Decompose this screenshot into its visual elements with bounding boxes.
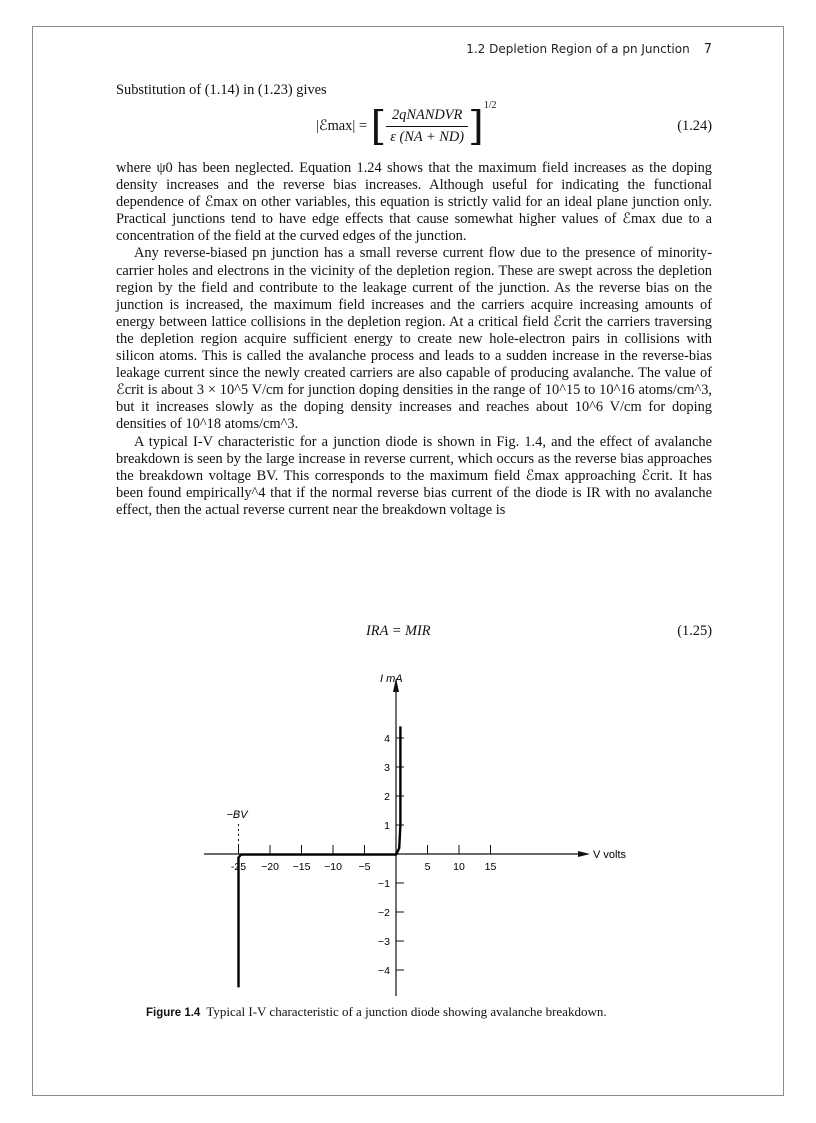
right-bracket: ] bbox=[468, 103, 484, 150]
x-tick-label: 10 bbox=[453, 861, 465, 873]
y-tick-label: −4 bbox=[378, 965, 390, 977]
paragraph-3: A typical I-V characteristic for a junction diode is shown in Fig. 1.4, and the effect of avalanche breakdown is seen by the large increase in reverse current, which occurs as the reverse bias approaches the breakdown voltage BV. This corresponds to the maximum field ℰmax approaching ℰcrit. It has been found empirically^4 that if the normal reverse bias current of the diode is IR with no avalanche effect, then the actual reverse current near the breakdown voltage is bbox=[116, 433, 712, 518]
exponent: 1/2 bbox=[483, 100, 497, 111]
equation-1-24 bbox=[116, 100, 712, 150]
denominator: ε (NA + ND) bbox=[390, 129, 465, 146]
x-tick-label: 15 bbox=[484, 861, 497, 873]
y-tick-label: −3 bbox=[378, 936, 390, 948]
x-tick-label: −10 bbox=[324, 861, 342, 873]
x-tick-label: −20 bbox=[261, 861, 279, 873]
y-tick-label: −2 bbox=[378, 907, 390, 919]
y-tick-label: 1 bbox=[384, 820, 390, 832]
paragraph-1: where ψ0 has been neglected. Equation 1.24 shows that the maximum field increases as the doping density increases and the reverse bias increases. Although useful for indicating the functional dependence of ℰmax on other variables, this equation is strictly valid for an ideal plane junction only. Practical junctions tend to have edge effects that cause somewhat higher values of ℰmax due to a concentration of the field at the curved edges of the junction. bbox=[116, 160, 712, 245]
x-axis-label: V volts bbox=[593, 849, 627, 861]
x-tick-label: -25 bbox=[230, 861, 247, 873]
running-header bbox=[116, 42, 712, 57]
caption-text: Typical I-V characteristic of a junction diode showing avalanche breakdown. bbox=[206, 1004, 607, 1019]
y-tick-label: −1 bbox=[378, 878, 390, 890]
left-bracket: [ bbox=[370, 103, 387, 150]
section-title: 1.2 Depletion Region of a pn Junction bbox=[466, 42, 690, 56]
intro-line bbox=[116, 82, 712, 99]
equation-1-25-body: IRA = MIR bbox=[366, 623, 431, 639]
iv-characteristic-chart bbox=[190, 670, 630, 1000]
equation-number-1-24: (1.24) bbox=[677, 118, 712, 134]
figure-caption bbox=[146, 1004, 746, 1020]
x-tick-label: −5 bbox=[358, 861, 371, 873]
breakdown-voltage-label: −BV bbox=[226, 809, 248, 821]
x-axis-arrow bbox=[578, 851, 590, 857]
numerator: 2qNANDVR bbox=[386, 107, 468, 127]
equation-1-24-body bbox=[316, 100, 497, 150]
y-tick-label: 4 bbox=[384, 733, 390, 745]
y-tick-label: 2 bbox=[384, 791, 390, 803]
x-tick-label: −15 bbox=[292, 861, 311, 873]
iv-curve bbox=[239, 726, 401, 987]
body-text bbox=[116, 160, 712, 519]
fraction bbox=[386, 107, 468, 146]
eq-lhs: |ℰmax| = bbox=[316, 118, 367, 135]
equation-number-1-25: (1.25) bbox=[677, 623, 712, 639]
intro-text: Substitution of (1.14) in (1.23) gives bbox=[116, 82, 327, 98]
equation-1-25 bbox=[116, 620, 712, 644]
y-tick-label: 3 bbox=[384, 762, 390, 774]
paragraph-2: Any reverse-biased pn junction has a small reverse current flow due to the presence of minority-carrier holes and electrons in the vicinity of the depletion region. These are swept across the depletion region by the field and contribute to the leakage current of the junction. As the reverse bias on the junction is increased, the maximum field increases and the carriers acquire increasing amounts of energy between lattice collisions in the depletion region. At a critical field ℰcrit the carriers traversing the depletion region acquire sufficient energy to create new hole-electron pairs in collisions with silicon atoms. This is called the avalanche process and leads to a sudden increase in the reverse-bias leakage current since the newly created carriers are also capable of producing avalanche. The value of ℰcrit is about 3 × 10^5 V/cm for junction doping densities in the range of 10^15 to 10^16 atoms/cm^3, but it increases slowly as the doping density increases and reaches about 10^6 V/cm for doping densities of 10^18 atoms/cm^3. bbox=[116, 245, 712, 433]
y-axis-label: I mA bbox=[380, 673, 403, 685]
page-number: 7 bbox=[703, 42, 712, 57]
x-tick-label: 5 bbox=[424, 861, 431, 873]
figure-label: Figure 1.4 bbox=[146, 1007, 201, 1019]
